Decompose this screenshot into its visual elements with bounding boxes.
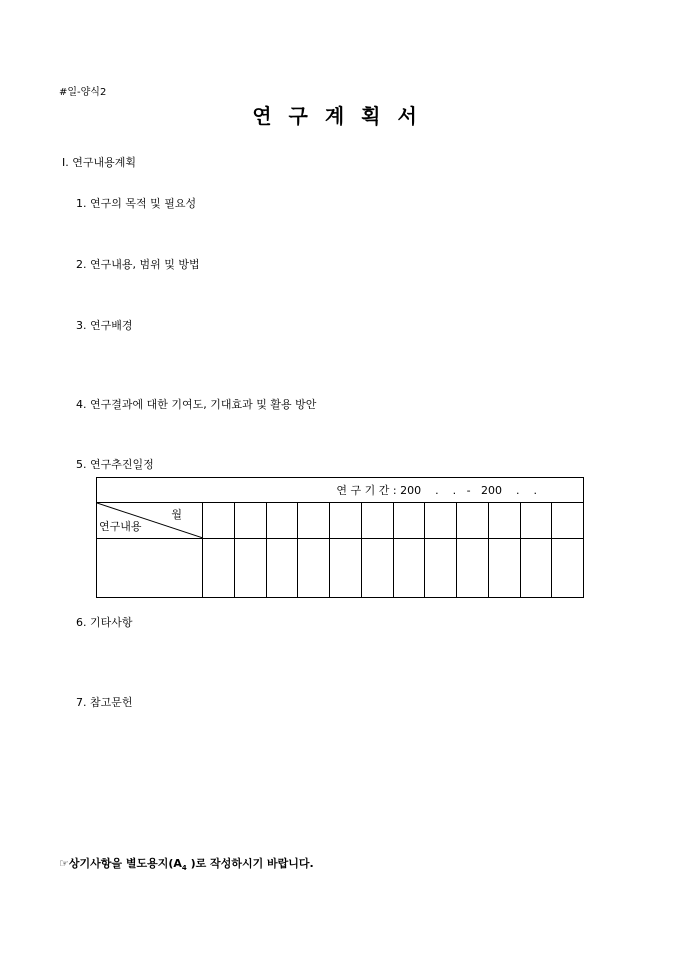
month-cell[interactable] <box>393 503 425 539</box>
schedule-cell[interactable] <box>393 539 425 598</box>
schedule-cell[interactable] <box>234 539 266 598</box>
month-cell[interactable] <box>361 503 393 539</box>
research-period-cell <box>97 478 584 503</box>
schedule-cell[interactable] <box>298 539 330 598</box>
schedule-cell[interactable] <box>552 539 584 598</box>
month-header: 월 <box>171 508 182 521</box>
schedule-cell[interactable] <box>457 539 489 598</box>
item-research-scope: 2. 연구내용, 범위 및 방법 <box>76 258 200 271</box>
month-cell[interactable] <box>425 503 457 539</box>
month-cell[interactable] <box>552 503 584 539</box>
schedule-table <box>96 477 584 598</box>
schedule-cell[interactable] <box>361 539 393 598</box>
schedule-cell[interactable] <box>266 539 298 598</box>
schedule-cell[interactable] <box>488 539 520 598</box>
item-references: 7. 참고문헌 <box>76 696 133 709</box>
footnote-subscript: 4 <box>181 864 187 873</box>
form-code: #일-양식2 <box>59 87 107 98</box>
section-title: Ⅰ. 연구내용계획 <box>62 156 136 169</box>
item-expected-effects: 4. 연구결과에 대한 기여도, 기대효과 및 활용 방안 <box>76 398 317 411</box>
month-cell[interactable] <box>488 503 520 539</box>
schedule-cell[interactable] <box>203 539 235 598</box>
footnote-instruction <box>59 855 314 872</box>
footnote-prefix: ☞상기사항을 별도용지(A <box>59 857 182 870</box>
month-cell[interactable] <box>330 503 362 539</box>
item-other-matters: 6. 기타사항 <box>76 616 133 629</box>
month-cell[interactable] <box>234 503 266 539</box>
header-diagonal-cell <box>97 503 203 539</box>
research-period-label: 연 구 기 간 : 200 . . - 200 . . <box>336 484 537 497</box>
month-cell[interactable] <box>266 503 298 539</box>
item-research-background: 3. 연구배경 <box>76 319 133 332</box>
month-cell[interactable] <box>298 503 330 539</box>
schedule-cell[interactable] <box>520 539 552 598</box>
item-schedule: 5. 연구추진일정 <box>76 458 154 471</box>
item-research-purpose: 1. 연구의 목적 및 필요성 <box>76 197 197 210</box>
content-header: 연구내용 <box>99 520 142 533</box>
schedule-cell[interactable] <box>425 539 457 598</box>
content-cell[interactable] <box>97 539 203 598</box>
schedule-cell[interactable] <box>330 539 362 598</box>
footnote-suffix: )로 작성하시기 바랍니다. <box>186 857 314 870</box>
month-cell[interactable] <box>520 503 552 539</box>
month-cell[interactable] <box>203 503 235 539</box>
month-cell[interactable] <box>457 503 489 539</box>
document-title: 연구계획서 <box>252 104 434 128</box>
